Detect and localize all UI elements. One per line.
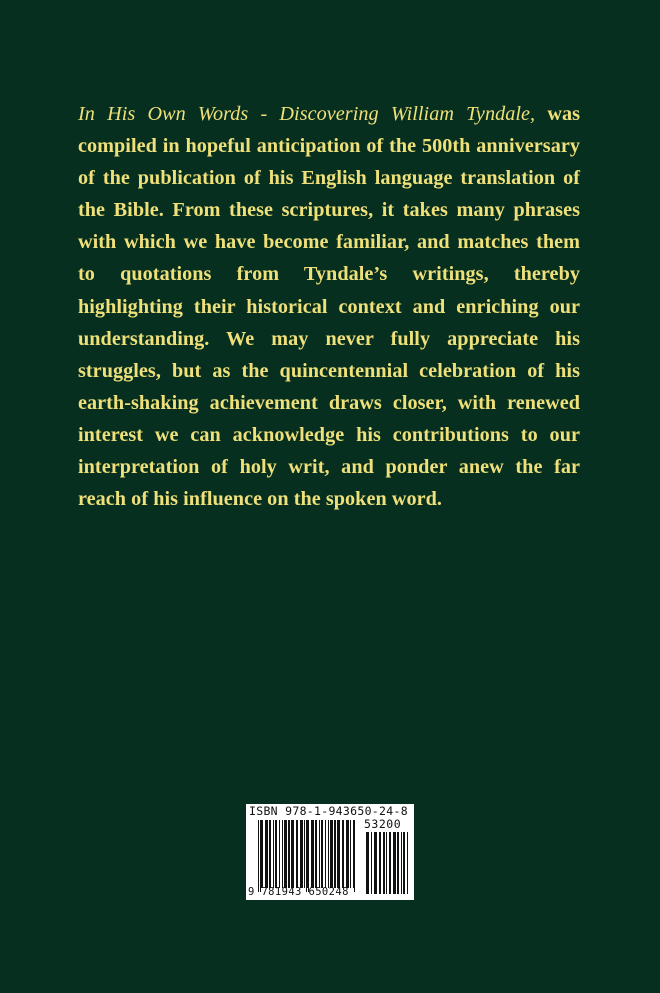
barcode-bar: [304, 820, 305, 888]
barcode-bar: [275, 820, 277, 888]
barcode-bar: [397, 832, 399, 894]
barcode-bar: [401, 832, 402, 894]
barcode-bar: [346, 820, 349, 888]
barcode-bar: [269, 820, 271, 888]
barcode-guard-bar: [306, 820, 307, 892]
barcode-bar: [300, 820, 303, 888]
barcode-bar: [337, 820, 340, 888]
barcode-bar: [261, 820, 263, 888]
barcode-number: 9 781943 650248: [248, 886, 349, 898]
barcode-guard-bar: [258, 820, 259, 892]
barcode-bar: [273, 820, 274, 888]
barcode-bar: [366, 832, 369, 894]
barcode-bar: [330, 820, 333, 888]
back-cover-blurb: [78, 98, 580, 515]
barcode-guard-bar: [260, 820, 261, 892]
barcode-bar: [342, 820, 344, 888]
isbn-barcode: [246, 804, 414, 900]
barcode-bar: [371, 832, 372, 894]
barcode-bar: [407, 832, 408, 894]
barcode-bar: [315, 820, 317, 888]
barcode-bar: [321, 820, 323, 888]
barcode-bar: [284, 820, 287, 888]
barcode-bar: [291, 820, 294, 888]
barcode-bar: [319, 820, 320, 888]
barcode-bar: [265, 820, 268, 888]
barcode-bar: [389, 832, 391, 894]
book-title: In His Own Words - Discovering William Tyndale,: [78, 103, 536, 125]
barcode-guard-bar: [308, 820, 309, 892]
barcode-bar: [393, 832, 396, 894]
barcode-bar: [311, 820, 314, 888]
barcode-bar: [328, 820, 329, 888]
barcode-bar: [379, 832, 381, 894]
barcode-bar: [386, 832, 387, 894]
barcode-bar: [296, 820, 298, 888]
blurb-body: was compiled in hopeful anticipation of the 500th anniversary of the publication of his English language translation of the Bible. From these scriptures, it takes many phrases with which we have become familiar, and matches them to quotations from Tyndale’s writings, thereby highlighting their historical context and enriching our understanding. We may never fully appreciate his struggles, but as the quincentennial celebration of his earth-shaking achievement draws closer, with renewed interest we can acknowledge his contributions to our interpretation of holy writ, and ponder anew the far reach of his influence on the spoken word.: [78, 103, 580, 511]
isbn-label: ISBN 978-1-943650-24-8: [249, 804, 408, 818]
barcode-bar: [383, 832, 385, 894]
barcode-bar: [288, 820, 290, 888]
barcode-bar: [282, 820, 283, 888]
price-code: 53200: [364, 817, 402, 831]
barcode-bar: [403, 832, 405, 894]
barcode-bar: [279, 820, 280, 888]
barcode-bar: [374, 832, 377, 894]
barcode-bar: [325, 820, 326, 888]
barcode-bar: [350, 820, 351, 888]
barcode-bar: [334, 820, 336, 888]
barcode-guard-bar: [354, 820, 355, 892]
